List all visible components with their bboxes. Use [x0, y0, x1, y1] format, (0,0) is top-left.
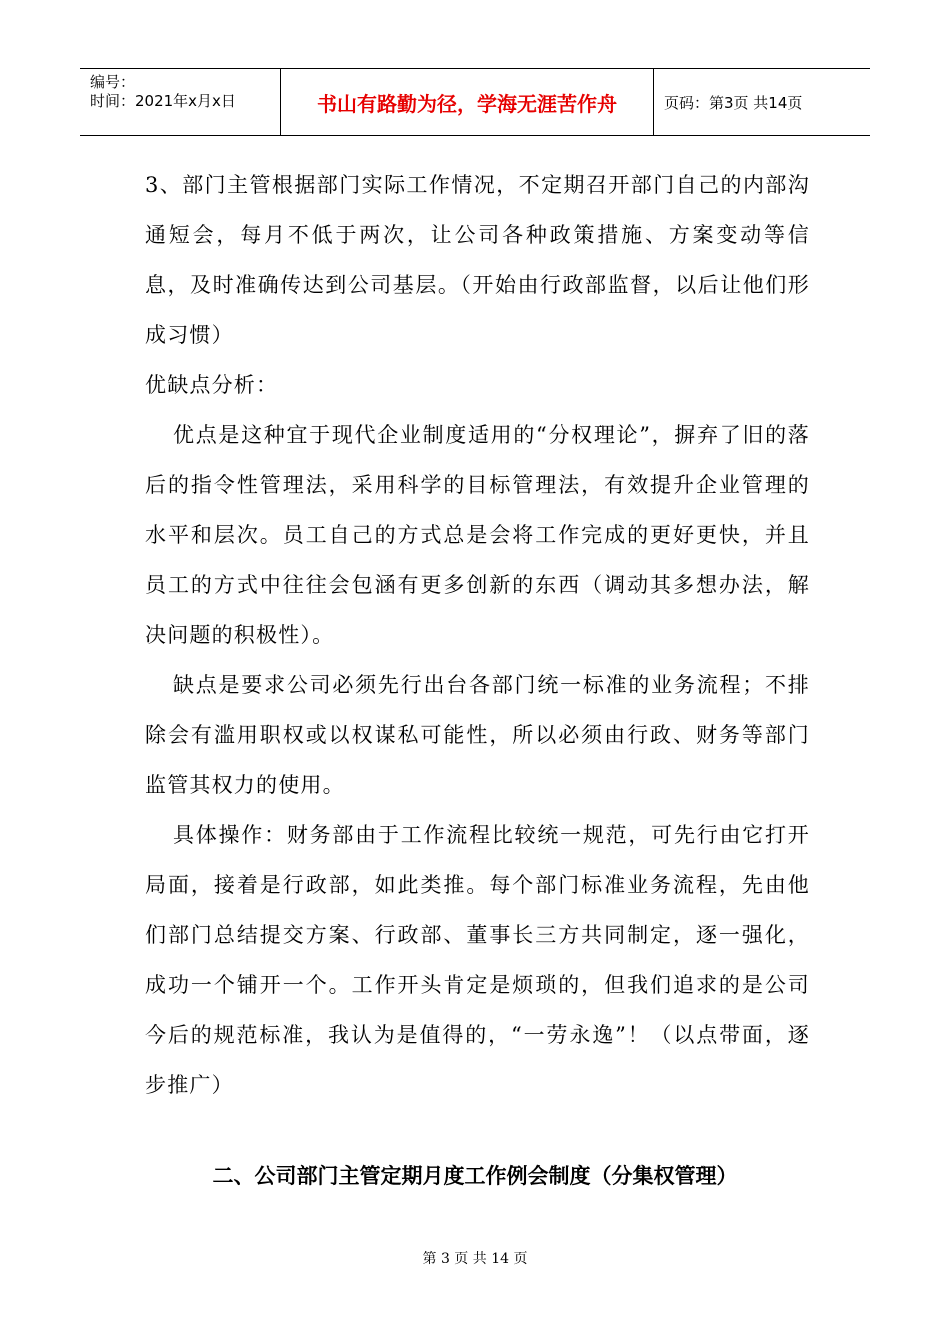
paragraph-operation: 具体操作：财务部由于工作流程比较统一规范，可先行由它打开局面，接着是行政部，如此类推。每个部门标准业务流程，先由他们部门总结提交方案、行政部、董事长三方共同制定，逐一强化，成功一个铺开一个。工作开头肯定是烦琐的，但我们追求的是公司今后的规范标准，我认为是值得的，“一劳永逸”！（以点带面，逐步推广） [145, 823, 810, 1097]
header-page-info-cell [654, 69, 870, 135]
document-number-label: 编号： [90, 73, 136, 91]
header-meta [80, 69, 281, 135]
analysis-label: 优缺点分析： [145, 373, 279, 397]
header-motto-cell [281, 69, 654, 135]
header-page-info: 页码：第3页 共14页 [664, 93, 803, 112]
document-date: 时间：2021年x月x日 [90, 92, 236, 110]
paragraph-disadvantages: 缺点是要求公司必须先行出台各部门统一标准的业务流程；不排除会有滥用职权或以权谋私可能性，所以必须由行政、财务等部门监管其权力的使用。 [145, 673, 810, 797]
paragraph-item-3: 3、部门主管根据部门实际工作情况，不定期召开部门自己的内部沟通短会，每月不低于两次，让公司各种政策措施、方案变动等信息，及时准确传达到公司基层。（开始由行政部监督，以后让他们形成习惯） [145, 173, 810, 347]
page-footer: 第 3 页 共 14 页 [422, 1251, 528, 1267]
header-motto: 书山有路勤为径，学海无涯苦作舟 [317, 91, 617, 116]
document-body [145, 160, 810, 1110]
document-header [80, 68, 870, 136]
section-heading: 二、公司部门主管定期月度工作例会制度（分集权管理） [212, 1164, 738, 1188]
paragraph-advantages: 优点是这种宜于现代企业制度适用的“分权理论”，摒弃了旧的落后的指令性管理法，采用科学的目标管理法，有效提升企业管理的水平和层次。员工自己的方式总是会将工作完成的更好更快，并且员工的方式中往往会包涵有更多创新的东西（调动其多想办法，解决问题的积极性）。 [145, 423, 810, 647]
